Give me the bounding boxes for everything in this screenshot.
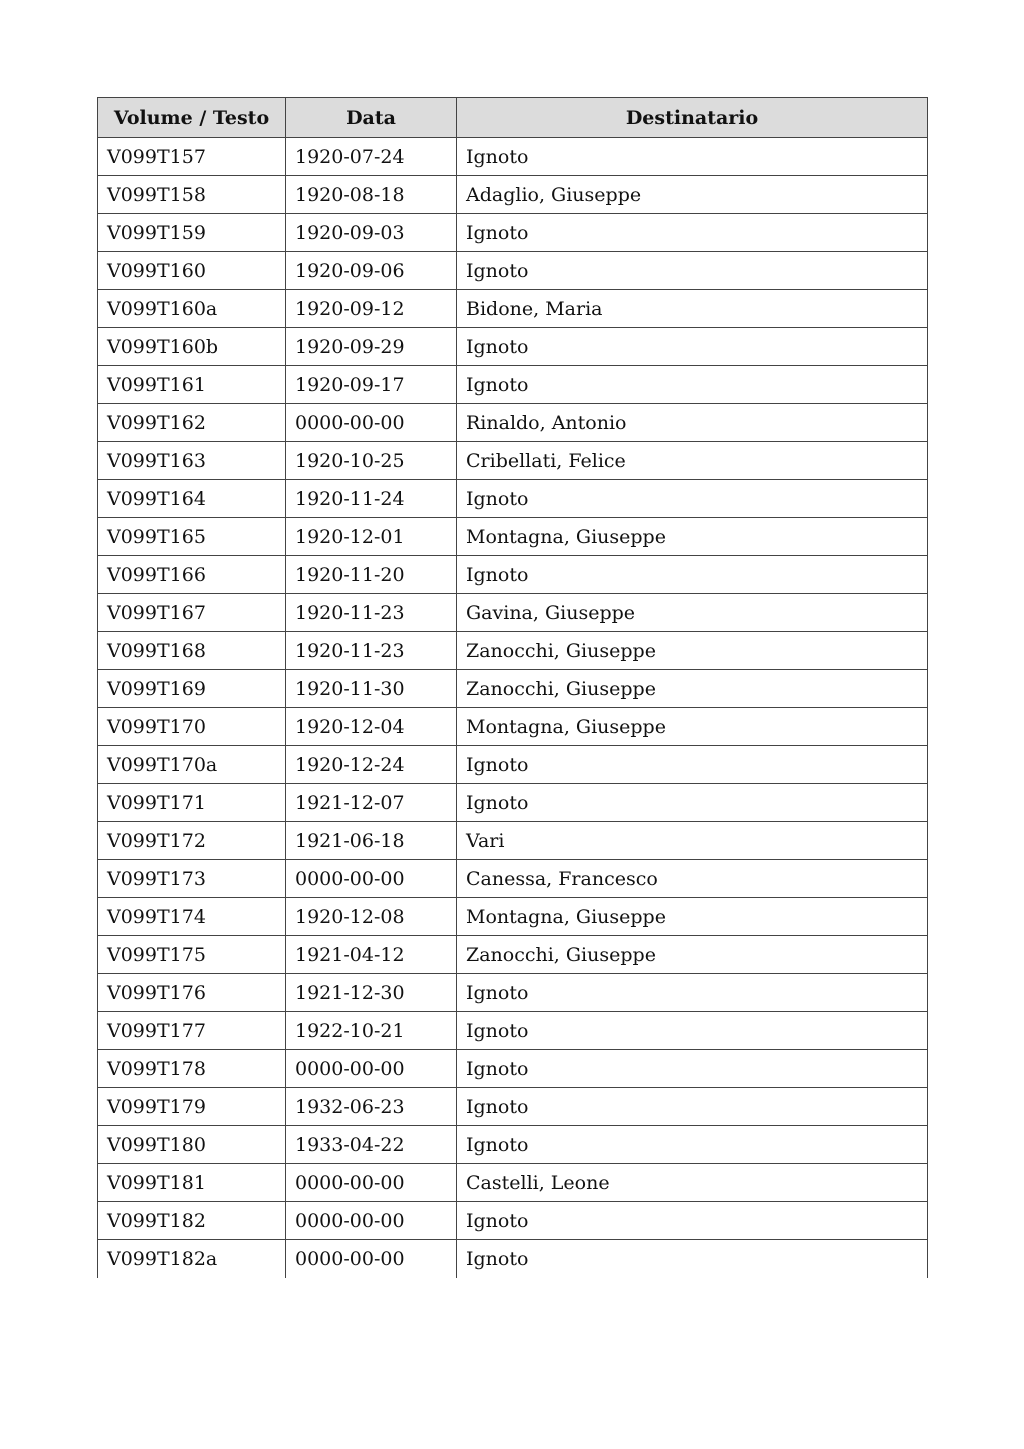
cell-recipient: Ignoto — [457, 974, 928, 1012]
cell-recipient: Montagna, Giuseppe — [457, 518, 928, 556]
cell-date: 1920-11-23 — [286, 594, 457, 632]
header-date: Data — [286, 98, 457, 138]
cell-recipient: Adaglio, Giuseppe — [457, 176, 928, 214]
cell-recipient: Zanocchi, Giuseppe — [457, 936, 928, 974]
cell-date: 0000-00-00 — [286, 1202, 457, 1240]
cell-date: 1921-04-12 — [286, 936, 457, 974]
cell-date: 0000-00-00 — [286, 1240, 457, 1278]
cell-recipient: Montagna, Giuseppe — [457, 898, 928, 936]
cell-recipient: Ignoto — [457, 1240, 928, 1278]
cell-volume: V099T164 — [98, 480, 286, 518]
cell-volume: V099T163 — [98, 442, 286, 480]
cell-recipient: Ignoto — [457, 1012, 928, 1050]
table-row — [98, 404, 928, 442]
cell-volume: V099T170a — [98, 746, 286, 784]
cell-recipient: Bidone, Maria — [457, 290, 928, 328]
cell-date: 0000-00-00 — [286, 404, 457, 442]
cell-volume: V099T157 — [98, 138, 286, 176]
table-row — [98, 1050, 928, 1088]
cell-recipient: Ignoto — [457, 556, 928, 594]
cell-recipient: Zanocchi, Giuseppe — [457, 670, 928, 708]
cell-volume: V099T168 — [98, 632, 286, 670]
table-row — [98, 518, 928, 556]
table-row — [98, 176, 928, 214]
header-recipient: Destinatario — [457, 98, 928, 138]
cell-recipient: Ignoto — [457, 214, 928, 252]
cell-volume: V099T166 — [98, 556, 286, 594]
cell-recipient: Canessa, Francesco — [457, 860, 928, 898]
cell-recipient: Ignoto — [457, 746, 928, 784]
table-row — [98, 366, 928, 404]
table-row — [98, 252, 928, 290]
cell-volume: V099T158 — [98, 176, 286, 214]
cell-volume: V099T180 — [98, 1126, 286, 1164]
cell-recipient: Montagna, Giuseppe — [457, 708, 928, 746]
cell-date: 1920-08-18 — [286, 176, 457, 214]
cell-recipient: Vari — [457, 822, 928, 860]
cell-volume: V099T182 — [98, 1202, 286, 1240]
cell-recipient: Ignoto — [457, 252, 928, 290]
cell-date: 1920-09-29 — [286, 328, 457, 366]
cell-date: 1932-06-23 — [286, 1088, 457, 1126]
cell-recipient: Ignoto — [457, 366, 928, 404]
table-row — [98, 1088, 928, 1126]
cell-volume: V099T174 — [98, 898, 286, 936]
cell-date: 1933-04-22 — [286, 1126, 457, 1164]
cell-date: 1920-07-24 — [286, 138, 457, 176]
table-row — [98, 822, 928, 860]
cell-recipient: Ignoto — [457, 1202, 928, 1240]
table-row — [98, 594, 928, 632]
table-row — [98, 784, 928, 822]
cell-recipient: Rinaldo, Antonio — [457, 404, 928, 442]
table-row — [98, 1012, 928, 1050]
table-row — [98, 214, 928, 252]
table-row — [98, 1202, 928, 1240]
table-row — [98, 1126, 928, 1164]
cell-volume: V099T181 — [98, 1164, 286, 1202]
cell-date: 1920-09-17 — [286, 366, 457, 404]
cell-date: 0000-00-00 — [286, 1050, 457, 1088]
table-row — [98, 138, 928, 176]
table-row — [98, 860, 928, 898]
cell-date: 1920-11-23 — [286, 632, 457, 670]
cell-date: 1921-12-30 — [286, 974, 457, 1012]
cell-recipient: Ignoto — [457, 1126, 928, 1164]
cell-date: 1922-10-21 — [286, 1012, 457, 1050]
cell-recipient: Cribellati, Felice — [457, 442, 928, 480]
cell-volume: V099T172 — [98, 822, 286, 860]
cell-volume: V099T169 — [98, 670, 286, 708]
cell-volume: V099T178 — [98, 1050, 286, 1088]
cell-volume: V099T160 — [98, 252, 286, 290]
cell-date: 1921-12-07 — [286, 784, 457, 822]
cell-recipient: Ignoto — [457, 784, 928, 822]
cell-date: 0000-00-00 — [286, 860, 457, 898]
cell-date: 1920-12-24 — [286, 746, 457, 784]
cell-date: 1920-11-20 — [286, 556, 457, 594]
cell-volume: V099T170 — [98, 708, 286, 746]
cell-date: 1920-09-12 — [286, 290, 457, 328]
table-body — [98, 138, 928, 1278]
table-row — [98, 632, 928, 670]
cell-date: 1920-12-04 — [286, 708, 457, 746]
table-row — [98, 974, 928, 1012]
table-row — [98, 746, 928, 784]
cell-date: 1920-11-24 — [286, 480, 457, 518]
cell-volume: V099T160b — [98, 328, 286, 366]
cell-date: 1920-10-25 — [286, 442, 457, 480]
cell-recipient: Ignoto — [457, 480, 928, 518]
table-row — [98, 670, 928, 708]
table-row — [98, 1240, 928, 1278]
cell-volume: V099T182a — [98, 1240, 286, 1278]
cell-recipient: Gavina, Giuseppe — [457, 594, 928, 632]
header-row — [98, 98, 928, 138]
cell-date: 1920-09-06 — [286, 252, 457, 290]
cell-date: 1920-12-01 — [286, 518, 457, 556]
table-row — [98, 708, 928, 746]
cell-recipient: Castelli, Leone — [457, 1164, 928, 1202]
cell-volume: V099T171 — [98, 784, 286, 822]
cell-recipient: Ignoto — [457, 1088, 928, 1126]
table-row — [98, 556, 928, 594]
cell-volume: V099T165 — [98, 518, 286, 556]
table-row — [98, 328, 928, 366]
cell-date: 1920-09-03 — [286, 214, 457, 252]
cell-volume: V099T160a — [98, 290, 286, 328]
cell-volume: V099T175 — [98, 936, 286, 974]
cell-volume: V099T176 — [98, 974, 286, 1012]
cell-volume: V099T159 — [98, 214, 286, 252]
cell-volume: V099T162 — [98, 404, 286, 442]
table-row — [98, 1164, 928, 1202]
cell-volume: V099T167 — [98, 594, 286, 632]
table-header — [98, 98, 928, 138]
table-row — [98, 936, 928, 974]
cell-date: 1920-12-08 — [286, 898, 457, 936]
table-row — [98, 290, 928, 328]
table-row — [98, 442, 928, 480]
cell-volume: V099T161 — [98, 366, 286, 404]
table-row — [98, 898, 928, 936]
table-row — [98, 480, 928, 518]
cell-recipient: Zanocchi, Giuseppe — [457, 632, 928, 670]
cell-date: 0000-00-00 — [286, 1164, 457, 1202]
cell-recipient: Ignoto — [457, 328, 928, 366]
cell-volume: V099T179 — [98, 1088, 286, 1126]
letters-table — [97, 97, 928, 1278]
cell-volume: V099T173 — [98, 860, 286, 898]
cell-date: 1920-11-30 — [286, 670, 457, 708]
cell-recipient: Ignoto — [457, 1050, 928, 1088]
cell-recipient: Ignoto — [457, 138, 928, 176]
cell-volume: V099T177 — [98, 1012, 286, 1050]
cell-date: 1921-06-18 — [286, 822, 457, 860]
header-volume: Volume / Testo — [98, 98, 286, 138]
